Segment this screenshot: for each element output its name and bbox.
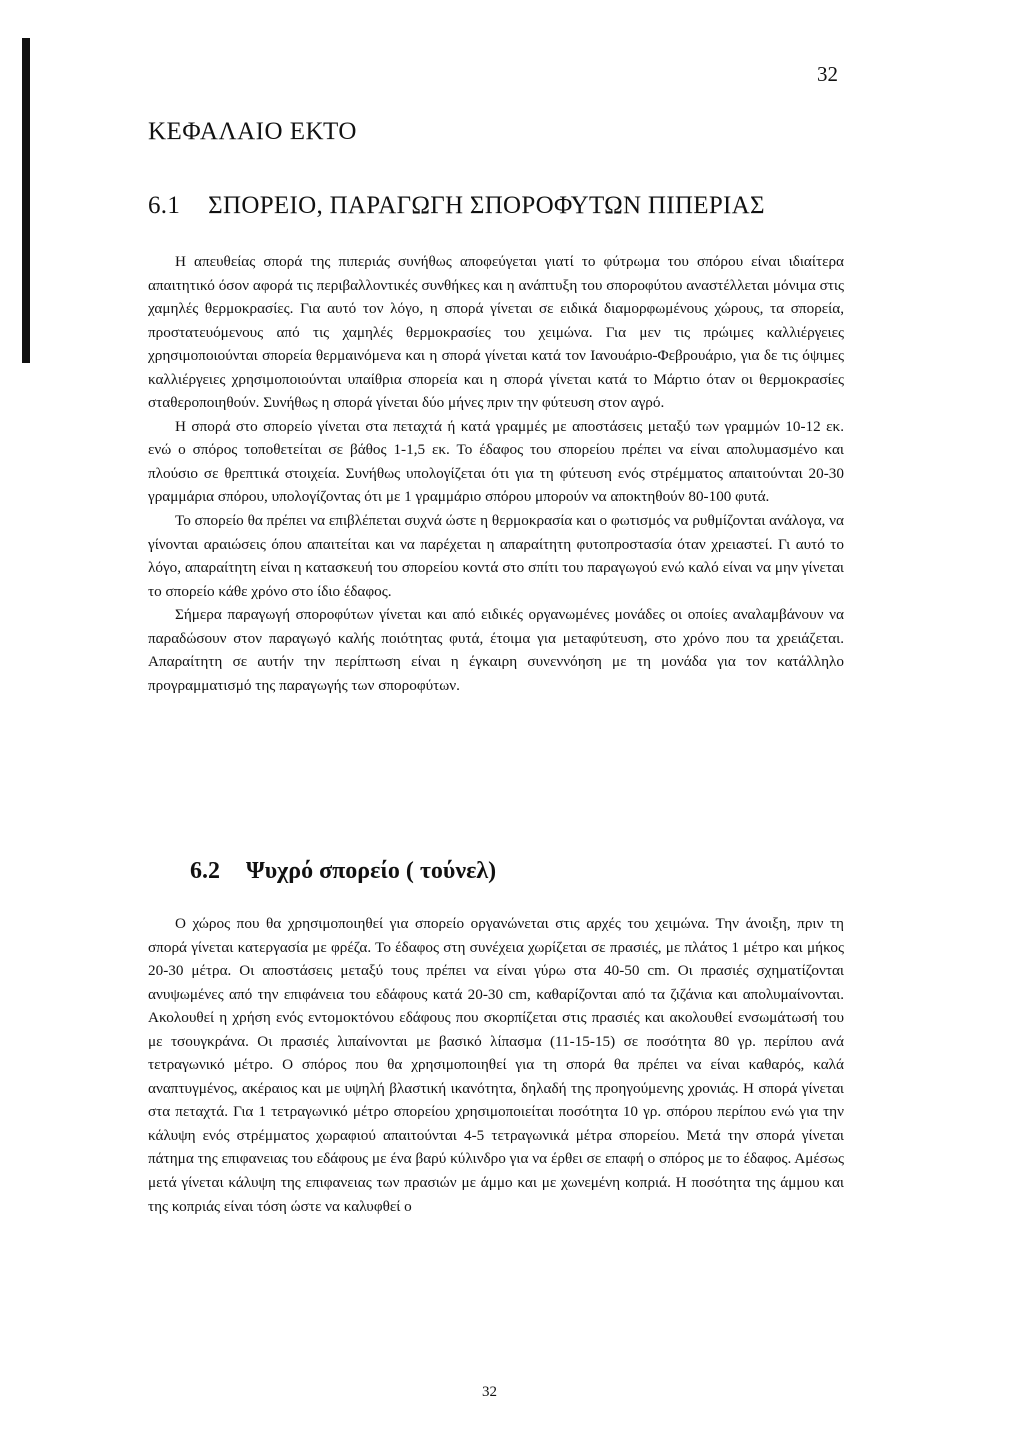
paragraph: Το σπορείο θα πρέπει να επιβλέπεται συχνά ώστε η θερμοκρασία και ο φωτισμός να ρυθμίζονται ανάλογα, να γίνονται αραιώσεις όπου απαιτείται και να παρέχεται η απαραίτητη φυτοπροστασία όταν χρειαστεί. Γι αυτό το λόγο, απαραίτητη είναι η κατασκευή του σπορείου κοντά στο σπίτι του παραγωγού ενώ καλό είναι να μην γίνεται το σπορείο κάθε χρόνο στο ίδιο έδαφος. bbox=[148, 512, 844, 600]
page-number-top: 32 bbox=[817, 62, 838, 86]
section-6-1-body bbox=[148, 250, 844, 697]
page-number-bottom: 32 bbox=[482, 1384, 497, 1400]
paragraph: Σήμερα παραγωγή σποροφύτων γίνεται και από ειδικές οργανωμένες μονάδες οι οποίες αναλαμβάνουν να παραδώσουν στον παραγωγό καλής ποιότητας φυτά, έτοιμα για μεταφύτευση, στο χρόνο που τα χρειάζεται. Απαραίτητη σε αυτήν την περίπτωση είναι η έγκαιρη συνεννόηση με τη μονάδα για τον κατάλληλο προγραμματισμό της παραγωγής των σποροφύτων. bbox=[148, 606, 844, 694]
chapter-title: ΚΕΦΑΛΑΙΟ ΕΚΤΟ bbox=[148, 118, 357, 145]
section-title: Ψυχρό σπορείο ( τούνελ) bbox=[246, 858, 497, 884]
scan-margin-bar bbox=[22, 38, 30, 363]
paragraph: Η σπορά στο σπορείο γίνεται στα πεταχτά ή κατά γραμμές με αποστάσεις μεταξύ των γραμμών 10-12 εκ. ενώ ο σπόρος τοποθετείται σε βάθος 1-1,5 εκ. Το έδαφος του σπορείου πρέπει να είναι απολυμασμένο και πλούσιο σε θρεπτικά στοιχεία. Συνήθως υπολογίζεται ότι για τη φύτευση ενός στρέμματος απαιτούνται 20-30 γραμμάρια σπόρου, υπολογίζοντας ότι με 1 γραμμάριο σπόρου μπορούν να αποκτηθούν 80-100 φυτά. bbox=[148, 417, 844, 506]
section-6-2-body bbox=[148, 912, 844, 1218]
paragraph: Η απευθείας σπορά της πιπεριάς συνήθως αποφεύγεται γιατί το φύτρωμα του σπόρου είναι ιδιαίτερα απαιτητικό όσον αφορά τις περιβαλλοντικές συνθήκες και η ανάπτυξη του σποροφύτου αναστέλλεται μόνιμα στις χαμηλές θερμοκρασίες. Για αυτό τον λόγο, η σπορά γίνεται σε ειδικά διαμορφωμένους χώρους, τα σπορεία, προστατευόμενους από τις χαμηλές θερμοκρασίες του χειμώνα. Για μεν τις πρώιμες καλλιέργειες χρησιμοποιούνται σπορεία θερμαινόμενα και η σπορά γίνεται κατά τον Ιανουάριο-Φεβρουάριο, για δε τις όψιμες καλλιέργειες χρησιμοποιούνται υπαίθρια σπορεία και η σπορά γίνεται κατά το Μάρτιο όταν οι θερμοκρασίες σταθεροποιηθούν. Συνήθως η σπορά γίνεται δύο μήνες πριν την φύτευση στον αγρό. bbox=[148, 253, 844, 412]
section-6-1-heading bbox=[148, 192, 765, 220]
paragraph: Ο χώρος που θα χρησιμοποιηθεί για σπορείο οργανώνεται στις αρχές του χειμώνα. Την άνοιξη, πριν τη σπορά γίνεται κατεργασία με φρέζα. Το έδαφος στη συνέχεια χωρίζεται σε πρασιές, με πλάτος 1 μέτρο και μήκος 20-30 μέτρα. Οι αποστάσεις μεταξύ τους πρέπει να είναι γύρω στα 40-50 cm. Οι πρασιές σχηματίζονται ανυψωμένες από την επιφάνεια του εδάφους κατά 20-30 cm, καθαρίζονται από τα ζιζάνια και απολυμαίνονται. Ακολουθεί η χρήση ενός εντομοκτόνου εδάφους που σκορπίζεται στις πρασιές και ακολουθεί ενσωμάτωσή του με τσουγκράνα. Οι πρασιές λιπαίνονται με βασικό λίπασμα (11-15-15) σε ποσότητα 80 γρ. περίπου ανά τετραγωνικό μέτρο. Ο σπόρος που θα χρησιμοποιηθεί για τη σπορά θα πρέπει να είναι καθαρός, καλά αναπτυγμένος, ακέραιος και με υψηλή βλαστική ικανότητα, δηλαδή της προηγούμενης χρονιάς. Η σπορά γίνεται στα πεταχτά. Για 1 τετραγωνικό μέτρο σπορείου χρησιμοποιείται ποσότητα 10 γρ. σπόρου περίπου ενώ για την κάλυψη ενός στρέμματος χωραφιού απαιτούνται 4-5 τετραγωνικά μέτρα σπορείου. Μετά την σπορά γίνεται πάτημα της επιφανειας του εδάφους με ένα βαρύ κύλινδρο για να έρθει σε επαφή ο σπόρος με το έδαφος. Αμέσως μετά γίνεται κάλυψη της επιφανειας των πρασιών με άμμο και με χωνεμένη κοπριά. Η ποσότητα της άμμου και της κοπριάς είναι τόση ώστε να καλυφθεί ο bbox=[148, 915, 844, 1215]
section-number: 6.2 bbox=[190, 858, 220, 884]
section-6-2-heading bbox=[190, 858, 496, 885]
section-title: ΣΠΟΡΕΙΟ, ΠΑΡΑΓΩΓΗ ΣΠΟΡΟΦΥΤΩΝ ΠΙΠΕΡΙΑΣ bbox=[208, 192, 765, 219]
section-number: 6.1 bbox=[148, 192, 181, 219]
